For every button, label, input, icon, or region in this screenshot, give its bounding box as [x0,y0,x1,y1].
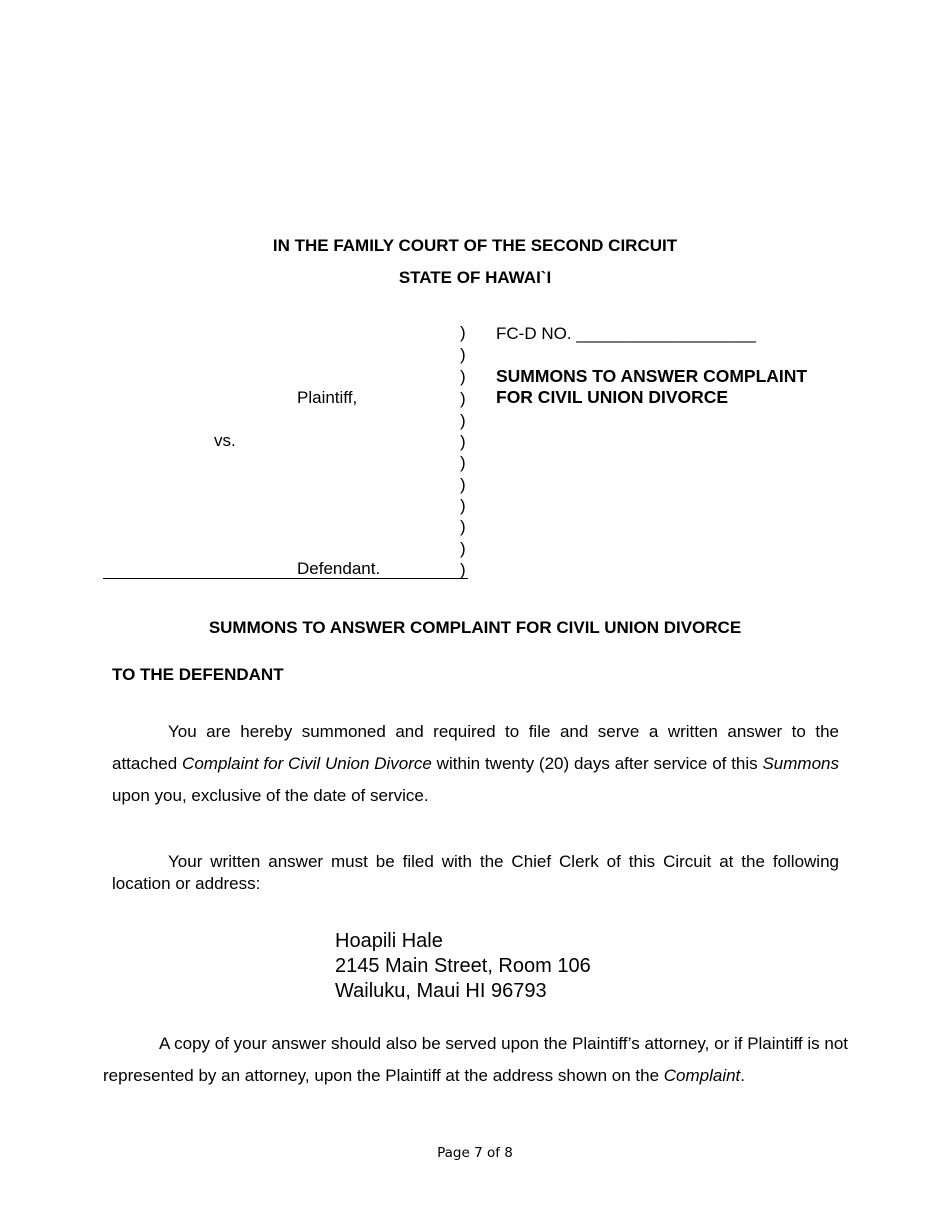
p3-text-b: . [740,1066,746,1085]
caption-paren: ) [460,539,466,558]
caption-paren: ) [460,453,466,472]
paragraph-service [103,1028,848,1092]
caption-paren: ) [460,475,466,494]
address-line-3: Wailuku, Maui HI 96793 [335,980,547,1002]
caption-paren: ) [460,411,466,430]
p1-text-b: within twenty (20) days after service of this [431,754,763,773]
caption-paren: ) [460,323,466,342]
document-title-line2: FOR CIVIL UNION DIVORCE [496,387,729,407]
caption-paren: ) [460,367,466,386]
address-line-2: 2145 Main Street, Room 106 [335,955,591,977]
vs-label: vs. [214,431,236,450]
caption-paren: ) [460,345,466,364]
paragraph-summons [112,716,839,812]
page-number: Page 7 of 8 [437,1145,513,1161]
p1-italic-complaint: Complaint for Civil Union Divorce [182,754,432,773]
court-name: IN THE FAMILY COURT OF THE SECOND CIRCUIT [272,236,678,255]
address-line-1: Hoapili Hale [335,930,443,952]
caption-underline [103,578,468,579]
caption-paren: ) [460,389,466,408]
paragraph-filing: Your written answer must be filed with the Chief Clerk of this Circuit at the following location or address: [112,852,839,893]
p3-italic-complaint: Complaint [663,1066,741,1085]
p1-italic-summons: Summons [762,754,839,773]
document-title-line1: SUMMONS TO ANSWER COMPLAINT [496,366,808,386]
p3-text-a: A copy of your answer should also be served upon the Plaintiff’s attorney, or if Plaintiff is not represented by an attorney, upon the Plaintiff at the address shown on the [103,1034,848,1085]
caption-paren: ) [460,496,466,515]
court-address [335,929,591,1004]
plaintiff-label: Plaintiff, [297,388,358,407]
caption-paren: ) [460,432,466,451]
caption-paren: ) [460,517,466,536]
court-state: STATE OF HAWAI`I [398,268,552,287]
document-title [496,366,856,408]
summons-heading: SUMMONS TO ANSWER COMPLAINT FOR CIVIL UNION DIVORCE [208,618,742,637]
case-number-field: FC-D NO. ___________________ [496,324,756,343]
caption-paren: ) [460,560,466,579]
p1-text-c: upon you, exclusive of the date of service. [112,786,429,805]
to-defendant-heading: TO THE DEFENDANT [112,665,284,684]
defendant-label: Defendant. [297,559,381,578]
p1-text-a: You are hereby summoned and required to file and serve a written answer to the attached [112,722,839,773]
